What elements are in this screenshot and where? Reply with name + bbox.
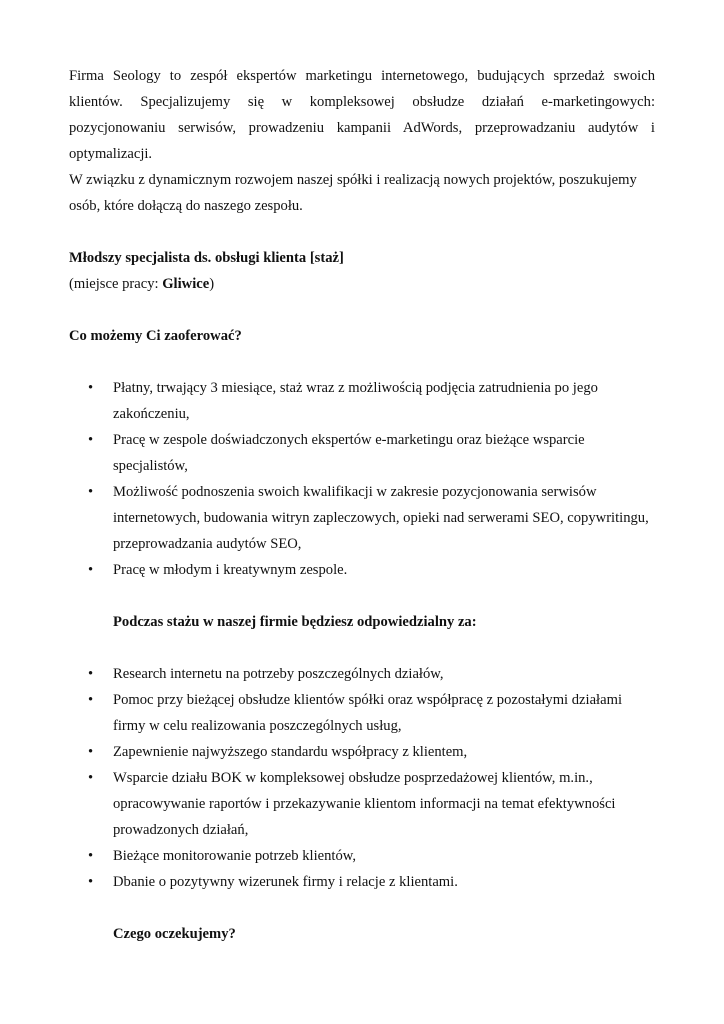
duty-item: • Research internetu na potrzeby poszczególnych działów, — [69, 661, 655, 687]
duty-item: • Wsparcie działu BOK w kompleksowej obsłudze posprzedażowej klientów, m.in., opracowywanie raportów i przekazywanie klientom informacji na temat efektywności prowadzonych działań, — [69, 765, 655, 843]
offer-item: • Pracę w zespole doświadczonych ekspertów e-marketingu oraz bieżące wsparcie specjalistów, — [69, 427, 655, 479]
job-location-prefix: (miejsce pracy: — [69, 276, 163, 292]
duties-heading: Podczas stażu w naszej firmie będziesz odpowiedzialny za: — [113, 614, 477, 630]
offer-item: • Możliwość podnoszenia swoich kwalifikacji w zakresie pozycjonowania serwisów internetowych, budowania witryn zapleczowych, opieki nad serwerami SEO, copywritingu, przeprowadzania audytów SEO, — [69, 479, 655, 557]
document-page — [69, 63, 655, 947]
duty-item: • Zapewnienie najwyższego standardu współpracy z klientem, — [69, 739, 655, 765]
job-title: Młodszy specjalista ds. obsługi klienta [staż] — [69, 250, 344, 266]
duty-item: • Bieżące monitorowanie potrzeb klientów, — [69, 843, 655, 869]
offer-heading: Co możemy Ci zaoferować? — [69, 328, 242, 344]
job-location-city: Gliwice — [162, 276, 210, 292]
offer-item: • Płatny, trwający 3 miesiące, staż wraz z możliwością podjęcia zatrudnienia po jego zakończeniu, — [69, 375, 655, 427]
intro-paragraph-2: W związku z dynamicznym rozwojem naszej spółki i realizacją nowych projektów, poszukujemy osób, które dołączą do naszego zespołu. — [69, 172, 637, 214]
duty-item: • Dbanie o pozytywny wizerunek firmy i relacje z klientami. — [69, 869, 655, 895]
duties-list — [69, 661, 655, 895]
job-location — [69, 271, 655, 297]
expectations-heading: Czego oczekujemy? — [113, 926, 236, 942]
duty-item: • Pomoc przy bieżącej obsłudze klientów spółki oraz współpracę z pozostałymi działami firmy w celu realizowania poszczególnych usług, — [69, 687, 655, 739]
job-location-suffix: ) — [209, 276, 215, 292]
offer-item: • Pracę w młodym i kreatywnym zespole. — [69, 557, 655, 583]
intro-paragraph: Firma Seology to zespół ekspertów marketingu internetowego, budujących sprzedaż swoich klientów. Specjalizujemy się w kompleksowej obsłudze działań e-marketingowych: pozycjonowaniu serwisów, prowadzeniu kampanii AdWords, przeprowadzaniu audytów i optymalizacji. — [69, 68, 655, 162]
offer-list — [69, 375, 655, 583]
